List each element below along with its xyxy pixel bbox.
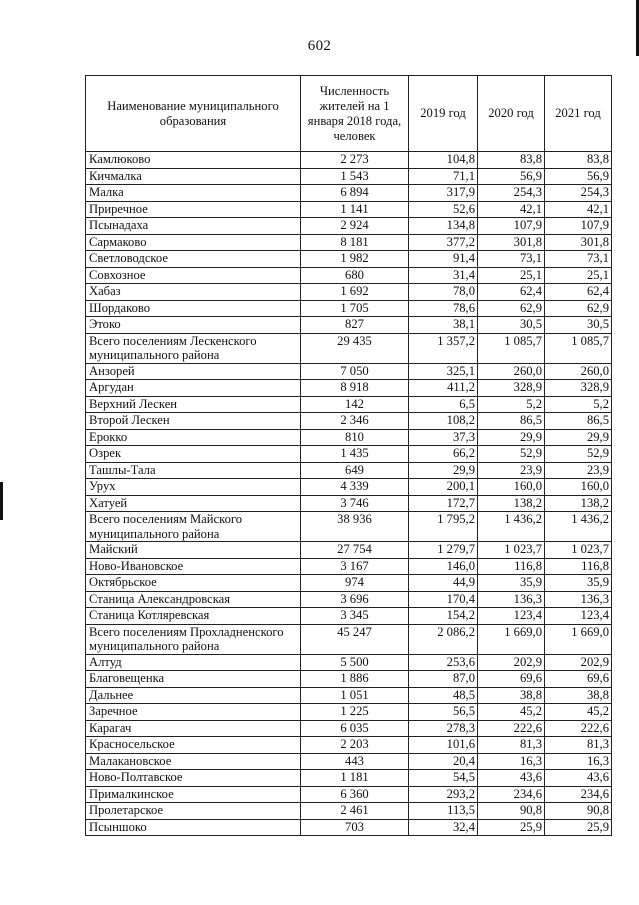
cell-population: 27 754 — [301, 542, 409, 559]
cell-2019: 87,0 — [409, 671, 478, 688]
table-row — [86, 803, 612, 820]
cell-2020: 56,9 — [478, 168, 545, 185]
cell-population: 38 936 — [301, 512, 409, 542]
cell-2021: 23,9 — [545, 462, 612, 479]
cell-name: Всего поселениям Прохладненского муниципального района — [86, 624, 301, 654]
cell-population: 703 — [301, 819, 409, 836]
cell-2020: 222,6 — [478, 720, 545, 737]
cell-name: Всего поселениям Лескенского муниципального района — [86, 333, 301, 363]
cell-name: Приречное — [86, 201, 301, 218]
cell-name: Ново-Полтавское — [86, 770, 301, 787]
table-row — [86, 396, 612, 413]
table-row — [86, 753, 612, 770]
cell-population: 1 692 — [301, 284, 409, 301]
cell-2019: 56,5 — [409, 704, 478, 721]
cell-name: Карагач — [86, 720, 301, 737]
cell-2021: 38,8 — [545, 687, 612, 704]
cell-name: Аргудан — [86, 380, 301, 397]
cell-name: Озрек — [86, 446, 301, 463]
cell-population: 680 — [301, 267, 409, 284]
table-row — [86, 251, 612, 268]
cell-2020: 254,3 — [478, 185, 545, 202]
cell-2019: 66,2 — [409, 446, 478, 463]
cell-2019: 146,0 — [409, 558, 478, 575]
cell-2020: 62,4 — [478, 284, 545, 301]
table-row — [86, 591, 612, 608]
cell-name: Камлюково — [86, 152, 301, 169]
cell-2021: 62,9 — [545, 300, 612, 317]
cell-2019: 108,2 — [409, 413, 478, 430]
cell-2021: 301,8 — [545, 234, 612, 251]
cell-population: 1 705 — [301, 300, 409, 317]
table-row — [86, 558, 612, 575]
cell-2021: 69,6 — [545, 671, 612, 688]
table-row — [86, 300, 612, 317]
cell-2019: 44,9 — [409, 575, 478, 592]
cell-2021: 234,6 — [545, 786, 612, 803]
cell-name: Второй Лескен — [86, 413, 301, 430]
table-row — [86, 608, 612, 625]
cell-2019: 20,4 — [409, 753, 478, 770]
cell-2020: 5,2 — [478, 396, 545, 413]
cell-2021: 5,2 — [545, 396, 612, 413]
cell-2021: 52,9 — [545, 446, 612, 463]
cell-name: Майский — [86, 542, 301, 559]
cell-2021: 160,0 — [545, 479, 612, 496]
cell-name: Хабаз — [86, 284, 301, 301]
cell-2021: 83,8 — [545, 152, 612, 169]
cell-name: Прималкинское — [86, 786, 301, 803]
cell-2019: 78,0 — [409, 284, 478, 301]
cell-population: 1 051 — [301, 687, 409, 704]
cell-2019: 172,7 — [409, 495, 478, 512]
cell-2019: 71,1 — [409, 168, 478, 185]
cell-population: 45 247 — [301, 624, 409, 654]
header-population: Численность жителей на 1 января 2018 года, человек — [301, 76, 409, 152]
cell-2021: 123,4 — [545, 608, 612, 625]
cell-name: Красносельское — [86, 737, 301, 754]
table-row — [86, 168, 612, 185]
scan-edge-mark — [0, 482, 3, 520]
cell-2019: 1 279,7 — [409, 542, 478, 559]
cell-2020: 160,0 — [478, 479, 545, 496]
cell-2020: 45,2 — [478, 704, 545, 721]
cell-2021: 136,3 — [545, 591, 612, 608]
table-row — [86, 446, 612, 463]
cell-2019: 377,2 — [409, 234, 478, 251]
cell-2019: 170,4 — [409, 591, 478, 608]
cell-2020: 1 669,0 — [478, 624, 545, 654]
cell-population: 2 461 — [301, 803, 409, 820]
cell-2021: 35,9 — [545, 575, 612, 592]
cell-2020: 69,6 — [478, 671, 545, 688]
cell-2021: 86,5 — [545, 413, 612, 430]
cell-2021: 107,9 — [545, 218, 612, 235]
cell-population: 2 203 — [301, 737, 409, 754]
cell-population: 6 894 — [301, 185, 409, 202]
cell-2020: 1 436,2 — [478, 512, 545, 542]
table-row — [86, 152, 612, 169]
table-row — [86, 704, 612, 721]
cell-2021: 1 085,7 — [545, 333, 612, 363]
cell-2019: 411,2 — [409, 380, 478, 397]
cell-2021: 138,2 — [545, 495, 612, 512]
cell-name: Дальнее — [86, 687, 301, 704]
cell-2020: 35,9 — [478, 575, 545, 592]
cell-2020: 25,1 — [478, 267, 545, 284]
cell-name: Малакановское — [86, 753, 301, 770]
cell-2021: 25,1 — [545, 267, 612, 284]
cell-name: Сармаково — [86, 234, 301, 251]
cell-population: 6 035 — [301, 720, 409, 737]
cell-2020: 38,8 — [478, 687, 545, 704]
cell-population: 142 — [301, 396, 409, 413]
cell-name: Верхний Лескен — [86, 396, 301, 413]
cell-2021: 73,1 — [545, 251, 612, 268]
table-header-row — [86, 76, 612, 152]
cell-2020: 260,0 — [478, 363, 545, 380]
cell-2021: 328,9 — [545, 380, 612, 397]
cell-2019: 1 357,2 — [409, 333, 478, 363]
cell-2020: 42,1 — [478, 201, 545, 218]
cell-population: 1 141 — [301, 201, 409, 218]
cell-name: Псынадаха — [86, 218, 301, 235]
header-2020: 2020 год — [478, 76, 545, 152]
cell-name: Заречное — [86, 704, 301, 721]
cell-2020: 328,9 — [478, 380, 545, 397]
cell-population: 810 — [301, 429, 409, 446]
cell-2020: 83,8 — [478, 152, 545, 169]
cell-2019: 1 795,2 — [409, 512, 478, 542]
page-number: 602 — [307, 38, 332, 54]
cell-2019: 38,1 — [409, 317, 478, 334]
cell-2019: 278,3 — [409, 720, 478, 737]
cell-2019: 54,5 — [409, 770, 478, 787]
cell-name: Совхозное — [86, 267, 301, 284]
cell-2021: 30,5 — [545, 317, 612, 334]
cell-population: 1 982 — [301, 251, 409, 268]
cell-2020: 136,3 — [478, 591, 545, 608]
table-row — [86, 429, 612, 446]
cell-2020: 43,6 — [478, 770, 545, 787]
cell-2020: 138,2 — [478, 495, 545, 512]
header-name: Наименование муниципального образования — [86, 76, 301, 152]
table-row — [86, 317, 612, 334]
cell-population: 1 225 — [301, 704, 409, 721]
cell-2019: 113,5 — [409, 803, 478, 820]
table-row — [86, 333, 612, 363]
cell-2019: 200,1 — [409, 479, 478, 496]
cell-2020: 301,8 — [478, 234, 545, 251]
allocation-table — [85, 75, 612, 836]
header-2021: 2021 год — [545, 76, 612, 152]
cell-population: 8 918 — [301, 380, 409, 397]
cell-name: Октябрьское — [86, 575, 301, 592]
cell-2019: 325,1 — [409, 363, 478, 380]
cell-2019: 29,9 — [409, 462, 478, 479]
cell-population: 29 435 — [301, 333, 409, 363]
cell-2020: 1 085,7 — [478, 333, 545, 363]
cell-population: 4 339 — [301, 479, 409, 496]
cell-2019: 101,6 — [409, 737, 478, 754]
table-row — [86, 201, 612, 218]
cell-population: 8 181 — [301, 234, 409, 251]
cell-population: 827 — [301, 317, 409, 334]
cell-2020: 202,9 — [478, 654, 545, 671]
cell-2019: 6,5 — [409, 396, 478, 413]
cell-population: 443 — [301, 753, 409, 770]
cell-2019: 31,4 — [409, 267, 478, 284]
cell-2019: 253,6 — [409, 654, 478, 671]
cell-2021: 43,6 — [545, 770, 612, 787]
cell-2020: 73,1 — [478, 251, 545, 268]
cell-name: Ерокко — [86, 429, 301, 446]
cell-name: Псыншоко — [86, 819, 301, 836]
cell-2019: 2 086,2 — [409, 624, 478, 654]
cell-2019: 48,5 — [409, 687, 478, 704]
table-row — [86, 624, 612, 654]
table-row — [86, 267, 612, 284]
cell-name: Пролетарское — [86, 803, 301, 820]
cell-2021: 56,9 — [545, 168, 612, 185]
table-row — [86, 687, 612, 704]
cell-2020: 86,5 — [478, 413, 545, 430]
cell-population: 3 696 — [301, 591, 409, 608]
cell-population: 2 346 — [301, 413, 409, 430]
table-row — [86, 363, 612, 380]
cell-2020: 30,5 — [478, 317, 545, 334]
cell-population: 1 543 — [301, 168, 409, 185]
table-row — [86, 234, 612, 251]
cell-2019: 78,6 — [409, 300, 478, 317]
cell-name: Ново-Ивановское — [86, 558, 301, 575]
cell-name: Алтуд — [86, 654, 301, 671]
cell-name: Урух — [86, 479, 301, 496]
cell-name: Хатуей — [86, 495, 301, 512]
table-row — [86, 737, 612, 754]
cell-name: Ташлы-Тала — [86, 462, 301, 479]
table-row — [86, 819, 612, 836]
table-row — [86, 770, 612, 787]
cell-name: Шордаково — [86, 300, 301, 317]
cell-2019: 37,3 — [409, 429, 478, 446]
cell-2019: 134,8 — [409, 218, 478, 235]
cell-2021: 42,1 — [545, 201, 612, 218]
cell-2019: 154,2 — [409, 608, 478, 625]
cell-2019: 91,4 — [409, 251, 478, 268]
table-row — [86, 462, 612, 479]
cell-2021: 1 023,7 — [545, 542, 612, 559]
cell-2021: 254,3 — [545, 185, 612, 202]
cell-population: 3 746 — [301, 495, 409, 512]
cell-2021: 81,3 — [545, 737, 612, 754]
table-row — [86, 185, 612, 202]
table-row — [86, 654, 612, 671]
table-row — [86, 284, 612, 301]
cell-2020: 234,6 — [478, 786, 545, 803]
table-body — [86, 152, 612, 836]
cell-2021: 1 436,2 — [545, 512, 612, 542]
cell-name: Анзорей — [86, 363, 301, 380]
cell-name: Кичмалка — [86, 168, 301, 185]
table-row — [86, 413, 612, 430]
cell-2020: 16,3 — [478, 753, 545, 770]
cell-2020: 23,9 — [478, 462, 545, 479]
cell-population: 649 — [301, 462, 409, 479]
cell-2021: 45,2 — [545, 704, 612, 721]
table-row — [86, 542, 612, 559]
cell-name: Станица Александровская — [86, 591, 301, 608]
table-row — [86, 671, 612, 688]
cell-2020: 1 023,7 — [478, 542, 545, 559]
cell-2021: 116,8 — [545, 558, 612, 575]
header-2019: 2019 год — [409, 76, 478, 152]
cell-population: 1 886 — [301, 671, 409, 688]
cell-population: 7 050 — [301, 363, 409, 380]
cell-2019: 293,2 — [409, 786, 478, 803]
cell-2019: 104,8 — [409, 152, 478, 169]
table-row — [86, 575, 612, 592]
cell-population: 2 273 — [301, 152, 409, 169]
table-row — [86, 380, 612, 397]
cell-name: Станица Котляревская — [86, 608, 301, 625]
cell-2020: 62,9 — [478, 300, 545, 317]
table-row — [86, 495, 612, 512]
cell-population: 1 181 — [301, 770, 409, 787]
cell-population: 5 500 — [301, 654, 409, 671]
cell-name: Всего поселениям Майского муниципального района — [86, 512, 301, 542]
cell-2021: 62,4 — [545, 284, 612, 301]
cell-2021: 29,9 — [545, 429, 612, 446]
cell-2019: 32,4 — [409, 819, 478, 836]
table-row — [86, 720, 612, 737]
cell-2021: 260,0 — [545, 363, 612, 380]
cell-2020: 123,4 — [478, 608, 545, 625]
cell-2020: 52,9 — [478, 446, 545, 463]
cell-population: 1 435 — [301, 446, 409, 463]
cell-2020: 90,8 — [478, 803, 545, 820]
cell-2019: 52,6 — [409, 201, 478, 218]
cell-population: 3 345 — [301, 608, 409, 625]
cell-2020: 25,9 — [478, 819, 545, 836]
table-row — [86, 218, 612, 235]
cell-population: 3 167 — [301, 558, 409, 575]
cell-name: Светловодское — [86, 251, 301, 268]
cell-name: Малка — [86, 185, 301, 202]
cell-2021: 90,8 — [545, 803, 612, 820]
cell-population: 974 — [301, 575, 409, 592]
cell-2020: 81,3 — [478, 737, 545, 754]
cell-name: Этоко — [86, 317, 301, 334]
cell-population: 2 924 — [301, 218, 409, 235]
cell-2021: 202,9 — [545, 654, 612, 671]
cell-2020: 107,9 — [478, 218, 545, 235]
cell-2021: 1 669,0 — [545, 624, 612, 654]
cell-2020: 29,9 — [478, 429, 545, 446]
table-row — [86, 512, 612, 542]
cell-2019: 317,9 — [409, 185, 478, 202]
cell-population: 6 360 — [301, 786, 409, 803]
cell-2021: 222,6 — [545, 720, 612, 737]
table-row — [86, 479, 612, 496]
table-row — [86, 786, 612, 803]
cell-2020: 116,8 — [478, 558, 545, 575]
cell-name: Благовещенка — [86, 671, 301, 688]
cell-2021: 25,9 — [545, 819, 612, 836]
cell-2021: 16,3 — [545, 753, 612, 770]
